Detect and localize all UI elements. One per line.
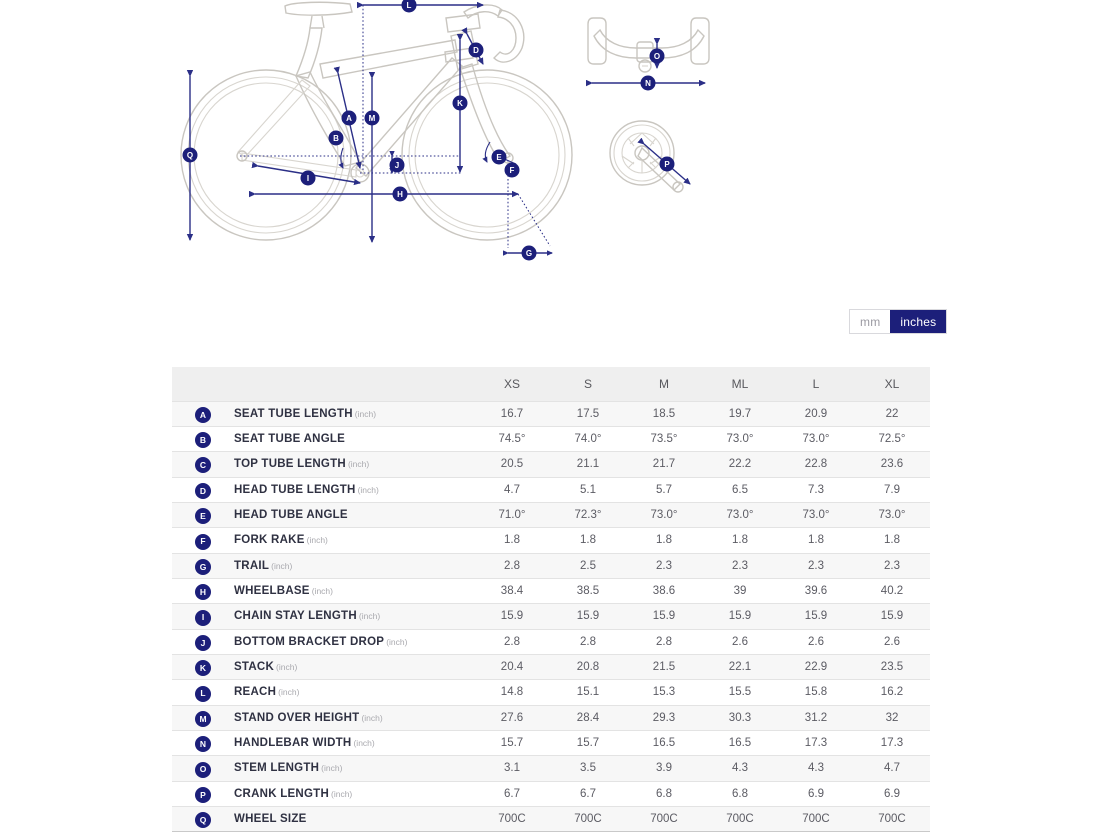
row-value-l: 73.0° xyxy=(778,426,854,451)
row-label-text: HANDLEBAR WIDTH xyxy=(234,737,352,750)
row-badge-a: A xyxy=(195,407,211,423)
callout-E xyxy=(492,150,507,165)
row-value-ml: 30.3 xyxy=(702,705,778,730)
callout-Q xyxy=(183,148,198,163)
row-label-text: TOP TUBE LENGTH xyxy=(234,458,346,471)
row-badge-cell xyxy=(172,654,234,679)
row-label-cell xyxy=(234,477,474,502)
row-label-cell xyxy=(234,680,474,705)
unit-toggle-inches[interactable]: inches xyxy=(890,310,946,333)
row-label-cell xyxy=(234,502,474,527)
size-header-m: M xyxy=(626,367,702,401)
row-badge-cell xyxy=(172,807,234,832)
row-value-m: 73.0° xyxy=(626,502,702,527)
table-row xyxy=(172,730,930,755)
table-header-row xyxy=(172,367,930,401)
row-badge-cell xyxy=(172,553,234,578)
row-value-xs: 74.5° xyxy=(474,426,550,451)
row-badge-cell xyxy=(172,452,234,477)
row-label-cell xyxy=(234,781,474,806)
row-value-s: 3.5 xyxy=(550,756,626,781)
row-value-xs: 71.0° xyxy=(474,502,550,527)
callout-F xyxy=(505,163,520,178)
row-value-xs: 15.7 xyxy=(474,730,550,755)
frame-outline xyxy=(237,2,524,182)
row-label-text: TRAIL xyxy=(234,559,270,572)
row-value-l: 700C xyxy=(778,807,854,832)
row-badge-cell xyxy=(172,426,234,451)
row-unit-note: (inch) xyxy=(321,763,343,774)
row-unit-note: (inch) xyxy=(361,712,383,723)
table-row xyxy=(172,756,930,781)
rear-wheel-icon xyxy=(181,70,351,240)
row-value-s: 74.0° xyxy=(550,426,626,451)
callout-G xyxy=(522,246,537,261)
row-badge-c: C xyxy=(195,457,211,473)
svg-text:K: K xyxy=(457,99,463,109)
row-value-m: 6.8 xyxy=(626,781,702,806)
row-value-s: 700C xyxy=(550,807,626,832)
table-row xyxy=(172,680,930,705)
callout-O xyxy=(650,49,665,64)
row-value-xl: 23.5 xyxy=(854,654,930,679)
row-label-cell xyxy=(234,807,474,832)
row-badge-cell xyxy=(172,705,234,730)
size-header-l: L xyxy=(778,367,854,401)
callout-M xyxy=(365,111,380,126)
callout-H xyxy=(393,187,408,202)
row-unit-note: (inch) xyxy=(353,738,375,749)
row-value-xs: 16.7 xyxy=(474,401,550,426)
row-unit-note: (inch) xyxy=(357,484,379,495)
row-value-m: 2.3 xyxy=(626,553,702,578)
row-value-ml: 19.7 xyxy=(702,401,778,426)
size-header-xs: XS xyxy=(474,367,550,401)
row-badge-cell xyxy=(172,578,234,603)
row-value-m: 5.7 xyxy=(626,477,702,502)
row-value-ml: 6.5 xyxy=(702,477,778,502)
row-badge-cell xyxy=(172,629,234,654)
row-badge-m: M xyxy=(195,711,211,727)
row-value-m: 21.7 xyxy=(626,452,702,477)
row-value-ml: 2.3 xyxy=(702,553,778,578)
row-value-m: 1.8 xyxy=(626,528,702,553)
row-value-l: 2.6 xyxy=(778,629,854,654)
row-badge-b: B xyxy=(195,432,211,448)
row-value-s: 38.5 xyxy=(550,578,626,603)
row-value-xl: 40.2 xyxy=(854,578,930,603)
svg-text:N: N xyxy=(645,79,651,89)
row-value-l: 4.3 xyxy=(778,756,854,781)
callout-L xyxy=(402,0,417,13)
row-badge-i: I xyxy=(195,610,211,626)
row-value-m: 15.3 xyxy=(626,680,702,705)
row-value-xl: 16.2 xyxy=(854,680,930,705)
row-value-xs: 6.7 xyxy=(474,781,550,806)
row-value-ml: 22.2 xyxy=(702,452,778,477)
row-label-text: SEAT TUBE ANGLE xyxy=(234,433,346,446)
row-label-text: HEAD TUBE LENGTH xyxy=(234,483,356,496)
row-unit-note: (inch) xyxy=(306,535,328,546)
row-badge-cell xyxy=(172,680,234,705)
row-value-xl: 4.7 xyxy=(854,756,930,781)
row-value-s: 15.9 xyxy=(550,604,626,629)
chainring-outline xyxy=(610,121,674,185)
row-value-l: 15.8 xyxy=(778,680,854,705)
row-value-xs: 38.4 xyxy=(474,578,550,603)
geometry-table-body xyxy=(172,401,930,832)
row-value-s: 6.7 xyxy=(550,781,626,806)
geometry-table xyxy=(172,367,930,832)
row-value-xl: 73.0° xyxy=(854,502,930,527)
row-value-l: 22.9 xyxy=(778,654,854,679)
row-value-m: 73.5° xyxy=(626,426,702,451)
row-value-xs: 15.9 xyxy=(474,604,550,629)
row-badge-j: J xyxy=(195,635,211,651)
row-label-text: STAND OVER HEIGHT xyxy=(234,711,360,724)
row-value-s: 15.1 xyxy=(550,680,626,705)
row-value-xs: 27.6 xyxy=(474,705,550,730)
row-label-cell xyxy=(234,730,474,755)
callout-I xyxy=(301,171,316,186)
table-row xyxy=(172,578,930,603)
row-badge-k: K xyxy=(195,660,211,676)
row-value-xl: 700C xyxy=(854,807,930,832)
callout-A xyxy=(342,111,357,126)
row-value-ml: 1.8 xyxy=(702,528,778,553)
row-value-ml: 22.1 xyxy=(702,654,778,679)
row-unit-note: (inch) xyxy=(311,586,333,597)
row-label-cell xyxy=(234,705,474,730)
svg-text:O: O xyxy=(653,52,661,62)
table-row xyxy=(172,654,930,679)
row-badge-cell xyxy=(172,477,234,502)
row-label-cell xyxy=(234,629,474,654)
table-row xyxy=(172,401,930,426)
row-value-m: 21.5 xyxy=(626,654,702,679)
row-value-s: 2.8 xyxy=(550,629,626,654)
handlebar-outline xyxy=(588,18,709,72)
row-value-s: 5.1 xyxy=(550,477,626,502)
front-wheel-icon xyxy=(402,70,572,240)
row-value-s: 1.8 xyxy=(550,528,626,553)
row-value-xl: 23.6 xyxy=(854,452,930,477)
row-value-s: 21.1 xyxy=(550,452,626,477)
row-value-xl: 15.9 xyxy=(854,604,930,629)
row-value-xs: 20.4 xyxy=(474,654,550,679)
row-badge-l: L xyxy=(195,686,211,702)
row-label-cell xyxy=(234,426,474,451)
row-unit-note: (inch) xyxy=(347,459,370,470)
table-row xyxy=(172,528,930,553)
row-value-ml: 6.8 xyxy=(702,781,778,806)
row-unit-note: (inch) xyxy=(354,408,377,419)
row-value-s: 20.8 xyxy=(550,654,626,679)
row-value-l: 73.0° xyxy=(778,502,854,527)
callout-K xyxy=(453,96,468,111)
table-row xyxy=(172,502,930,527)
row-value-ml: 700C xyxy=(702,807,778,832)
row-value-xs: 2.8 xyxy=(474,629,550,654)
svg-text:Q: Q xyxy=(186,151,194,161)
unit-toggle-mm[interactable]: mm xyxy=(850,310,890,333)
row-value-ml: 4.3 xyxy=(702,756,778,781)
size-header-ml: ML xyxy=(702,367,778,401)
svg-text:I: I xyxy=(306,174,310,184)
row-badge-h: H xyxy=(195,584,211,600)
row-value-xl: 2.6 xyxy=(854,629,930,654)
svg-text:B: B xyxy=(333,134,339,144)
callout-D xyxy=(469,43,484,58)
row-label-text: STACK xyxy=(234,661,275,674)
callout-N xyxy=(641,76,656,91)
bicycle-side-view-diagram xyxy=(160,0,580,285)
row-badge-n: N xyxy=(195,736,211,752)
row-label-text: REACH xyxy=(234,686,277,699)
row-unit-note: (inch) xyxy=(358,611,381,622)
row-value-l: 2.3 xyxy=(778,553,854,578)
geometry-table-header xyxy=(172,367,930,401)
row-unit-note: (inch) xyxy=(278,687,300,698)
row-value-xs: 1.8 xyxy=(474,528,550,553)
row-value-xs: 4.7 xyxy=(474,477,550,502)
row-value-ml: 2.6 xyxy=(702,629,778,654)
row-value-m: 2.8 xyxy=(626,629,702,654)
table-row xyxy=(172,604,930,629)
row-label-text: FORK RAKE xyxy=(234,534,305,547)
row-unit-note: (inch) xyxy=(386,636,408,647)
row-badge-d: D xyxy=(195,483,211,499)
svg-text:P: P xyxy=(664,160,670,170)
row-badge-cell xyxy=(172,781,234,806)
row-value-l: 6.9 xyxy=(778,781,854,806)
row-value-xl: 72.5° xyxy=(854,426,930,451)
header-label-spacer xyxy=(234,367,474,401)
row-badge-cell xyxy=(172,502,234,527)
row-label-text: SEAT TUBE LENGTH xyxy=(234,407,353,420)
row-value-xs: 14.8 xyxy=(474,680,550,705)
row-value-xl: 32 xyxy=(854,705,930,730)
row-value-l: 20.9 xyxy=(778,401,854,426)
row-label-text: STEM LENGTH xyxy=(234,762,320,775)
row-value-xl: 2.3 xyxy=(854,553,930,578)
size-header-xl: XL xyxy=(854,367,930,401)
handlebar-front-view-diagram xyxy=(578,0,718,105)
row-unit-note: (inch) xyxy=(276,662,298,673)
row-label-text: WHEEL SIZE xyxy=(234,813,307,826)
row-badge-o: O xyxy=(195,762,211,778)
row-value-ml: 39 xyxy=(702,578,778,603)
row-value-l: 22.8 xyxy=(778,452,854,477)
row-label-cell xyxy=(234,401,474,426)
row-label-cell xyxy=(234,756,474,781)
row-value-m: 38.6 xyxy=(626,578,702,603)
row-value-m: 29.3 xyxy=(626,705,702,730)
row-value-l: 39.6 xyxy=(778,578,854,603)
row-value-ml: 16.5 xyxy=(702,730,778,755)
table-row xyxy=(172,452,930,477)
crankset-diagram xyxy=(598,108,718,208)
row-badge-cell xyxy=(172,401,234,426)
header-badge-spacer xyxy=(172,367,234,401)
row-value-xs: 20.5 xyxy=(474,452,550,477)
row-value-s: 15.7 xyxy=(550,730,626,755)
size-header-s: S xyxy=(550,367,626,401)
row-value-m: 15.9 xyxy=(626,604,702,629)
row-unit-note: (inch) xyxy=(331,788,353,799)
row-value-m: 16.5 xyxy=(626,730,702,755)
row-value-xs: 3.1 xyxy=(474,756,550,781)
unit-toggle[interactable] xyxy=(849,309,947,334)
svg-text:H: H xyxy=(397,190,403,200)
svg-text:J: J xyxy=(394,161,400,171)
row-badge-e: E xyxy=(195,508,211,524)
row-value-ml: 73.0° xyxy=(702,502,778,527)
row-label-text: CHAIN STAY LENGTH xyxy=(234,610,357,623)
geometry-diagram xyxy=(0,0,1100,290)
row-value-ml: 15.5 xyxy=(702,680,778,705)
row-badge-cell xyxy=(172,730,234,755)
svg-text:M: M xyxy=(368,114,376,124)
row-label-cell xyxy=(234,654,474,679)
row-value-l: 7.3 xyxy=(778,477,854,502)
svg-text:D: D xyxy=(473,46,479,56)
callout-P xyxy=(660,157,675,172)
row-label-text: HEAD TUBE ANGLE xyxy=(234,509,348,522)
row-label-text: BOTTOM BRACKET DROP xyxy=(234,635,385,648)
svg-text:E: E xyxy=(496,153,502,163)
row-value-xs: 700C xyxy=(474,807,550,832)
row-value-m: 18.5 xyxy=(626,401,702,426)
row-badge-q: Q xyxy=(195,812,211,828)
table-row xyxy=(172,705,930,730)
row-label-cell xyxy=(234,553,474,578)
row-badge-p: P xyxy=(195,787,211,803)
table-row xyxy=(172,477,930,502)
row-label-cell xyxy=(234,604,474,629)
row-value-s: 28.4 xyxy=(550,705,626,730)
row-value-s: 17.5 xyxy=(550,401,626,426)
svg-text:L: L xyxy=(406,1,412,11)
row-value-ml: 15.9 xyxy=(702,604,778,629)
row-badge-cell xyxy=(172,604,234,629)
table-row xyxy=(172,807,930,832)
table-row xyxy=(172,781,930,806)
row-value-m: 3.9 xyxy=(626,756,702,781)
row-label-cell xyxy=(234,452,474,477)
row-value-xl: 17.3 xyxy=(854,730,930,755)
row-value-s: 72.3° xyxy=(550,502,626,527)
row-value-xl: 22 xyxy=(854,401,930,426)
row-value-m: 700C xyxy=(626,807,702,832)
svg-text:G: G xyxy=(525,249,533,259)
row-label-text: WHEELBASE xyxy=(234,585,310,598)
row-label-text: CRANK LENGTH xyxy=(234,787,329,800)
row-unit-note: (inch) xyxy=(271,560,293,571)
svg-text:A: A xyxy=(346,114,352,124)
row-value-xl: 7.9 xyxy=(854,477,930,502)
row-value-xs: 2.8 xyxy=(474,553,550,578)
row-value-ml: 73.0° xyxy=(702,426,778,451)
row-value-l: 31.2 xyxy=(778,705,854,730)
table-row xyxy=(172,553,930,578)
table-row xyxy=(172,629,930,654)
row-value-xl: 1.8 xyxy=(854,528,930,553)
row-value-l: 17.3 xyxy=(778,730,854,755)
svg-text:F: F xyxy=(509,166,515,176)
row-value-s: 2.5 xyxy=(550,553,626,578)
row-badge-g: G xyxy=(195,559,211,575)
row-value-l: 15.9 xyxy=(778,604,854,629)
row-label-cell xyxy=(234,578,474,603)
row-badge-f: F xyxy=(195,534,211,550)
callout-B xyxy=(329,131,344,146)
row-badge-cell xyxy=(172,528,234,553)
row-value-xl: 6.9 xyxy=(854,781,930,806)
row-badge-cell xyxy=(172,756,234,781)
row-label-cell xyxy=(234,528,474,553)
callout-J xyxy=(390,158,405,173)
row-value-l: 1.8 xyxy=(778,528,854,553)
table-row xyxy=(172,426,930,451)
